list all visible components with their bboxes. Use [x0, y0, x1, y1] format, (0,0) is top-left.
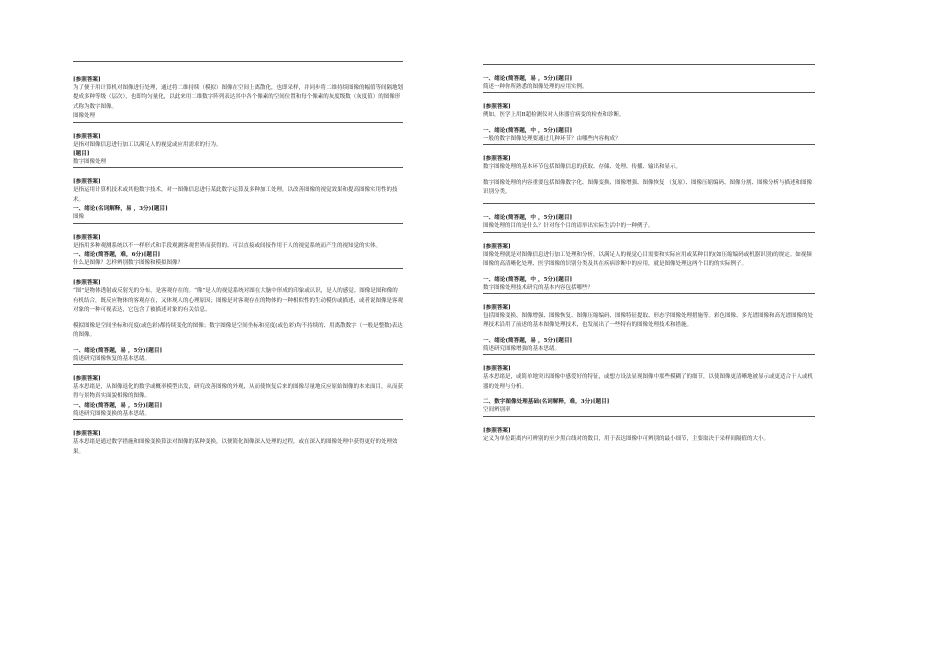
body-text: “图”是物体透射或反射光的分布，是客观存在的。“像”是人的视觉系统对图在大脑中形成的印象或认识，是人的感觉。图像是图和像的有机结合，既反应物体的客观存在，又体现人的心理原因；图像是对客观存在的物体的一种相似性的生动模仿或描述，或者说图像是客观对象的一种可视表达，它包含了被描述对象的有关信息。	[73, 288, 404, 314]
section-label: [参照答案]	[73, 133, 101, 140]
section-label: [参照答案]	[73, 375, 101, 382]
spacer	[483, 204, 815, 214]
body-text: 为了便于用计算机对图像进行处理，通过将二维持续（模拟）图像在空间上离散化，也即采样，并同步将二维持续图像的幅值等间隔地划提成多种等级（层次），也即均匀量化，以此来用二维数字阵列表达其中各个像素的空间位置和每个像素的灰度级数（灰度值）的图像形式称为数字图像。	[73, 85, 404, 110]
section-label: 一、绪论(简答题，难，6分)[题目]	[73, 252, 161, 259]
body-text: 数字图像处理技术研究的基本内容包括哪些？	[483, 284, 594, 291]
spacer	[483, 233, 815, 243]
spacer	[73, 420, 403, 430]
body-text: 是指用多种观测系统以不一样形式和手段观测客观世界而获得的、可以直接或间接作用于人的视觉系统而产生的视知觉的实体。	[73, 242, 382, 249]
spacer	[73, 269, 403, 279]
section-label: [参照答案]	[483, 305, 511, 312]
spacer	[483, 145, 815, 155]
section-label: [题目]	[73, 151, 90, 158]
section-label: [参照答案]	[73, 234, 101, 241]
spacer	[483, 93, 815, 103]
body-text: 空间辨别率	[483, 407, 511, 414]
spacer	[483, 65, 815, 75]
spacer	[73, 168, 403, 178]
section-label: 二、数字图像处理基础(名词解释，难，3分)[题目]	[483, 399, 610, 406]
body-text: 数字图像处理的基本环节包括图像信息的获取、存储、处理、传播、输出和显示。	[483, 164, 682, 171]
spacer	[483, 355, 815, 365]
body-text: 一般的数字图像处理要通过几种环节？由哪些内容构成？	[483, 135, 621, 142]
section-label: 一、绪论(简答题，易 ，5分)[题目]	[73, 402, 163, 409]
body-text: 简述研究图像恢复的基本思绪。	[73, 355, 151, 362]
section-label: 一、绪论(简答题，易 ，5分)[题目]	[483, 76, 573, 82]
section-label: [参照答案]	[483, 243, 511, 250]
body-text: 是指对图像信息进行加工以满足人的视觉或应用需求的行为。	[73, 141, 222, 148]
section-label: [参照答案]	[73, 280, 101, 287]
section-label: 一、绪论(名词解释，易 ，3分)[题目]	[73, 206, 168, 213]
section-label: 一、绪论(简答题，中 ，5分)[题目]	[483, 127, 573, 134]
body-text: 模拟图像是空间坐标和亮度(或色彩)都持续变化的图像；数字图像是空间坐标和亮度(或色彩)均不持续的、用离散数字（一般是整数)表达的图像。	[73, 322, 403, 339]
body-text: 数字图像处理的内容重要包括图像数字化、图像变换、图像增强、图像恢复 （复原）、图像压缩编码、图像分割、图像分析与描述和图像识别分类。	[483, 179, 813, 196]
body-text: 简述一种你所熟悉的图像处理的应用实例。	[483, 84, 588, 90]
body-text: 什么是图像？怎样辨别数字图像和模拟图像？	[73, 260, 184, 267]
section-label: [参照答案]	[483, 156, 511, 163]
body-text: 图像	[73, 214, 85, 221]
spacer	[73, 224, 403, 234]
section-label: [参照答案]	[73, 77, 101, 83]
section-label: [参照答案]	[73, 431, 101, 438]
section-label: 一、绪论(简答题，易 ，5分)[题目]	[483, 337, 573, 344]
body-text: 基本思绪是，从图像退化的数学或概率模型出发，研究改善图像的外观，从而使恢复后来的图像尽量地反应原始图像的本来面目，从而获得与景物真实面貌相像的图像。	[73, 383, 404, 400]
body-text: 简述研究图像变换的基本思绪。	[73, 410, 151, 417]
section-label: 一、绪论(简答题，中 ，5分)[题目]	[483, 276, 573, 283]
section-label: [参照答案]	[483, 366, 511, 373]
body-text: 基本思绪是通过数学措施和图像变换算法对图像的某种变换，以便简化图像深入处理的过程，或在深入的图像处理中获得更好的处理效果。	[73, 439, 398, 455]
section-label: [参照答案]	[483, 427, 511, 434]
body-text: 是指运用计算机技术或其他数字技术，对一图像信息进行某此数字运算及多种加工处理，以改善图像的视觉效果和提高图像实用性的技术。	[73, 187, 398, 203]
body-text: 数字图像处理	[73, 159, 107, 166]
section-label: 一、绪论(简答题，易 ，5分)[题目]	[73, 347, 163, 354]
section-label: [参照答案]	[73, 179, 101, 186]
section-label: [参照答案]	[483, 104, 511, 111]
right-column	[483, 0, 815, 444]
body-text: 图像处理的目的是什么？针对每个目的请举出实际生活中的一种例子。	[483, 223, 654, 230]
body-text: 基本思绪是，或简单地突出图像中感爱好的特征，或想方设法显现图像中那些模糊了的细节，以使图像更清晰地被显示或更适合于人或机器的处理与分析。	[483, 374, 814, 390]
spacer	[73, 62, 403, 76]
left-column	[73, 0, 403, 457]
spacer	[73, 123, 403, 133]
section-label: 一、绪论(简答题，中 ，5分)[题目]	[483, 215, 573, 222]
body-text: 例如，医学上用B超检测仪对人体器官病变的检查和诊断。	[483, 112, 625, 119]
spacer	[73, 365, 403, 375]
spacer	[483, 417, 815, 427]
body-text: 定义为单位距离内可辨别的至少黑白线对的数目，用于表达图像中可辨别的最小细节，主要取决于采样间隔值的大小。	[483, 435, 770, 442]
body-text: 简述研究图像增强的基本思绪。	[483, 345, 561, 352]
body-text: 包括图像变换、图像增强、图像恢复、图像压缩编码、图像特征提取、形态学图像处理措施等。彩色图像、多光谱图像和高光谱图像的处理技术沿用了前述的基本图像处理技术，也发展出了一些特有的图像处理技术和措施。	[483, 313, 814, 329]
body-text: 图像处理	[73, 113, 96, 120]
spacer	[483, 294, 815, 304]
body-text: 图像处理就是对图像信息进行加工处理和分析，以满足人的视觉心目需要和实际应用或某种目的(如压缩编码或机器识别)的规定。如视频图像的高清晰化处理、医学图像的识别分类及其在疾病诊断中的应用，就是图像处理这两个目的的实际例子。	[483, 251, 812, 268]
